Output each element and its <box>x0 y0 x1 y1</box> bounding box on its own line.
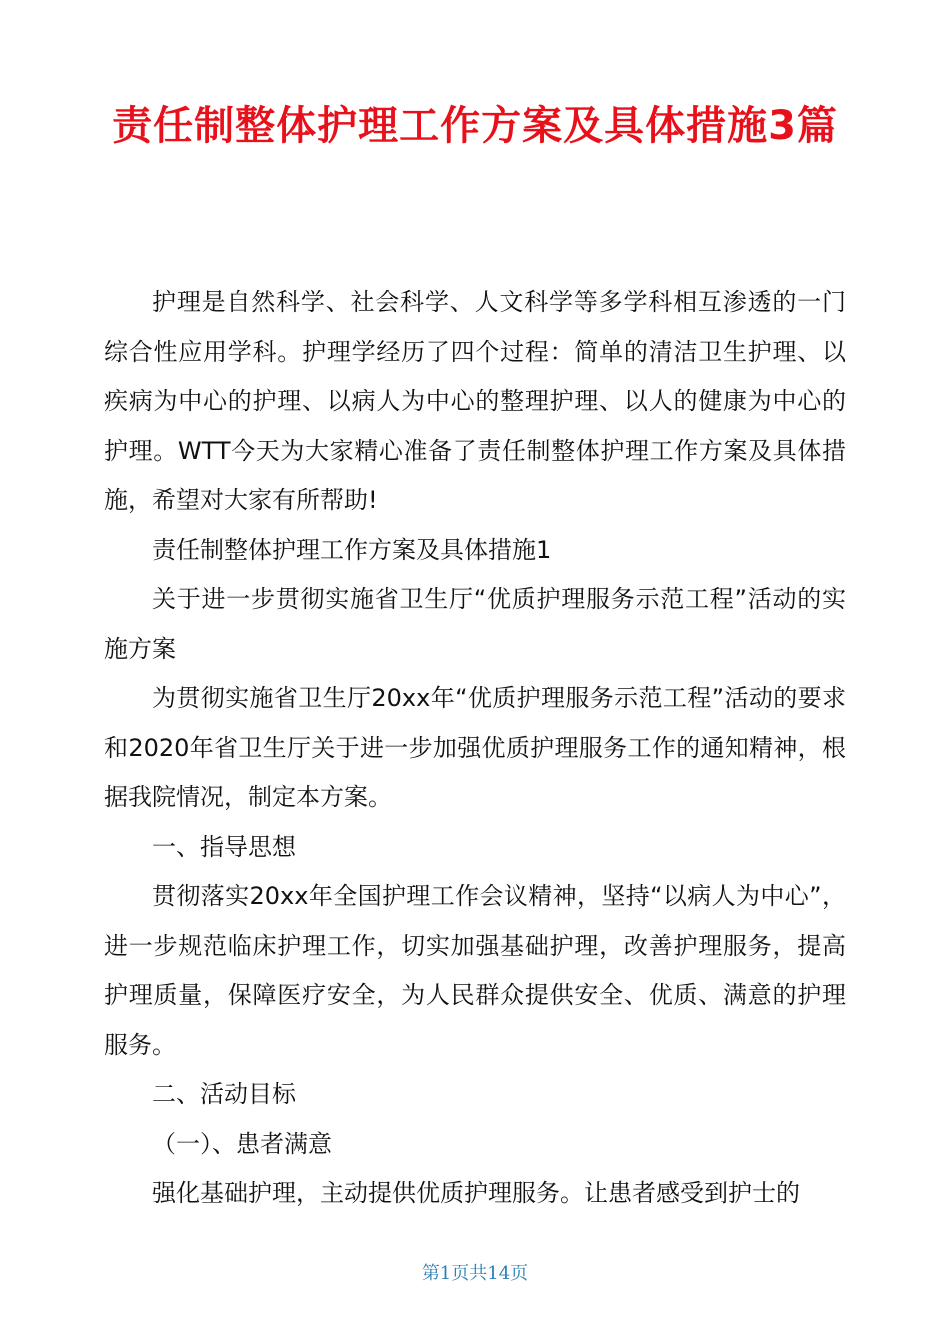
section-heading-1: 责任制整体护理工作方案及具体措施1 <box>152 535 552 564</box>
intro-paragraph: 护理是自然科学、社会科学、人文科学等多学科相互渗透的一门综合性应用学科。护理学经历了四个过程：简单的清洁卫生护理、以疾病为中心的护理、以病人为中心的整理护理、以人的健康为中心的护理。WTT今天为大家精心准备了责任制整体护理工作方案及具体措施，希望对大家有所帮助! <box>104 288 846 514</box>
purpose-paragraph: 为贯彻实施省卫生厅20xx年“优质护理服务示范工程”活动的要求和2020年省卫生厅关于进一步加强优质护理服务工作的通知精神，根据我院情况，制定本方案。 <box>104 684 846 811</box>
heading-activity-goals: 二、活动目标 <box>152 1080 296 1108</box>
heading-guiding-ideology: 一、指导思想 <box>152 832 296 861</box>
patient-satisfaction-paragraph: 强化基础护理，主动提供优质护理服务。让患者感受到护士的 <box>152 1179 800 1207</box>
page-number-footer: 第1页共14页 <box>421 1263 529 1284</box>
guiding-ideology-paragraph: 贯彻落实20xx年全国护理工作会议精神，坚持“以病人为中心”，进一步规范临床护理工作，切实加强基础护理，改善护理服务，提高护理质量，保障医疗安全，为人民群众提供安全、优质、满意的护理服务。 <box>104 882 846 1059</box>
document-title: 责任制整体护理工作方案及具体措施3篇 <box>112 103 838 149</box>
subheading-patient-satisfaction: （一）、患者满意 <box>152 1129 332 1158</box>
document-body <box>104 278 846 1219</box>
notice-title-paragraph: 关于进一步贯彻实施省卫生厅“优质护理服务示范工程”活动的实施方案 <box>104 585 846 663</box>
